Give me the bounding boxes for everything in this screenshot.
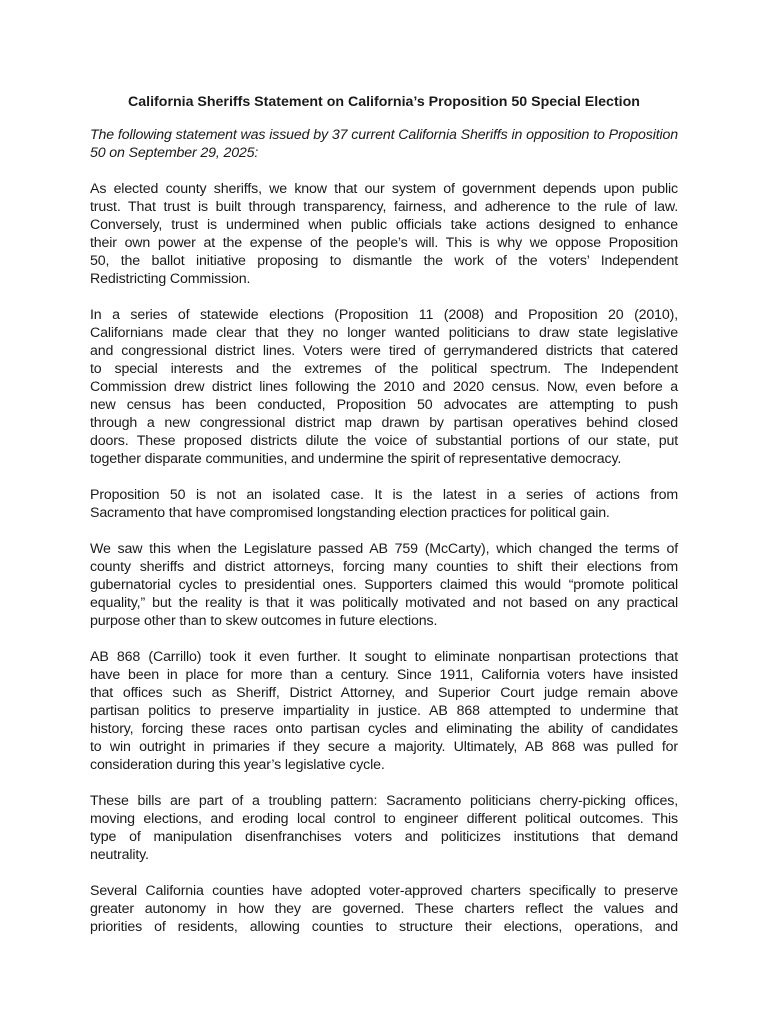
text-line: greater autonomy in how they are governed. These charters reflect the values and (90, 901, 678, 917)
text-line: 50, the ballot initiative proposing to dismantle the work of the voters’ Independent (90, 253, 678, 269)
document-page (90, 93, 678, 954)
document-body (90, 180, 678, 936)
paragraph (90, 540, 678, 630)
paragraph (90, 648, 678, 774)
text-line: 50 on September 29, 2025: (90, 145, 259, 161)
paragraph (90, 306, 678, 468)
text-line: that offices such as Sheriff, District Attorney, and Superior Court judge remain above (90, 685, 678, 701)
text-line: and congressional district lines. Voters were tired of gerrymandered districts that catered (90, 343, 678, 359)
text-line: Californians made clear that they no longer wanted politicians to draw state legislative (90, 325, 678, 341)
paragraph (90, 180, 678, 288)
text-line: county sheriffs and district attorneys, forcing many counties to shift their elections from (90, 559, 678, 575)
intro-statement (90, 126, 678, 162)
text-line: history, forcing these races onto partisan cycles and eliminating the ability of candidates (90, 721, 678, 737)
text-line: through a new congressional district map drawn by partisan operatives behind closed (90, 415, 678, 431)
text-line: Commission drew district lines following the 2010 and 2020 census. Now, even before a (90, 379, 678, 395)
paragraph (90, 792, 678, 864)
text-line: Proposition 50 is not an isolated case. It is the latest in a series of actions from (90, 487, 678, 503)
text-line: equality,” but the reality is that it was politically motivated and not based on any practical (90, 595, 678, 611)
paragraph (90, 486, 678, 522)
text-line: AB 868 (Carrillo) took it even further. It sought to eliminate nonpartisan protections that (90, 649, 678, 665)
text-line: their own power at the expense of the people’s will. This is why we oppose Proposition (90, 235, 678, 251)
text-line: doors. These proposed districts dilute the voice of substantial portions of our state, put (90, 433, 678, 449)
text-line: In a series of statewide elections (Proposition 11 (2008) and Proposition 20 (2010), (90, 307, 678, 323)
text-line: type of manipulation disenfranchises voters and politicizes institutions that demand (90, 829, 678, 845)
text-line: to win outright in primaries if they secure a majority. Ultimately, AB 868 was pulled for (90, 739, 678, 755)
text-line: trust. That trust is built through transparency, fairness, and adherence to the rule of law. (90, 199, 678, 215)
text-line: to special interests and the extremes of the political spectrum. The Independent (90, 361, 678, 377)
text-line: The following statement was issued by 37 current California Sheriffs in opposition to Proposition (90, 127, 678, 143)
text-line: gubernatorial cycles to presidential ones. Supporters claimed this would “promote political (90, 577, 678, 593)
text-line: moving elections, and eroding local control to engineer different political outcomes. This (90, 811, 678, 827)
text-line: new census has been conducted, Proposition 50 advocates are attempting to push (90, 397, 678, 413)
text-line: purpose other than to skew outcomes in future elections. (90, 613, 438, 629)
text-line: As elected county sheriffs, we know that our system of government depends upon public (90, 181, 678, 197)
text-line: These bills are part of a troubling pattern: Sacramento politicians cherry-picking offices, (90, 793, 678, 809)
document-title: California Sheriffs Statement on California’s Proposition 50 Special Election (128, 94, 640, 110)
text-line: Redistricting Commission. (90, 271, 251, 287)
text-line: together disparate communities, and undermine the spirit of representative democracy. (90, 451, 622, 467)
text-line: Conversely, trust is undermined when public officials take actions designed to enhance (90, 217, 678, 233)
text-line: We saw this when the Legislature passed AB 759 (McCarty), which changed the terms of (90, 541, 678, 557)
text-line: consideration during this year’s legislative cycle. (90, 757, 385, 773)
text-line: Several California counties have adopted voter-approved charters specifically to preserve (90, 883, 678, 899)
text-line: partisan politics to preserve impartiality in justice. AB 868 attempted to undermine that (90, 703, 678, 719)
text-line: neutrality. (90, 847, 149, 863)
text-line: Sacramento that have compromised longstanding election practices for political gain. (90, 505, 610, 521)
text-line: priorities of residents, allowing counties to structure their elections, operations, and (90, 919, 678, 935)
text-line: have been in place for more than a century. Since 1911, California voters have insisted (90, 667, 678, 683)
paragraph (90, 882, 678, 936)
